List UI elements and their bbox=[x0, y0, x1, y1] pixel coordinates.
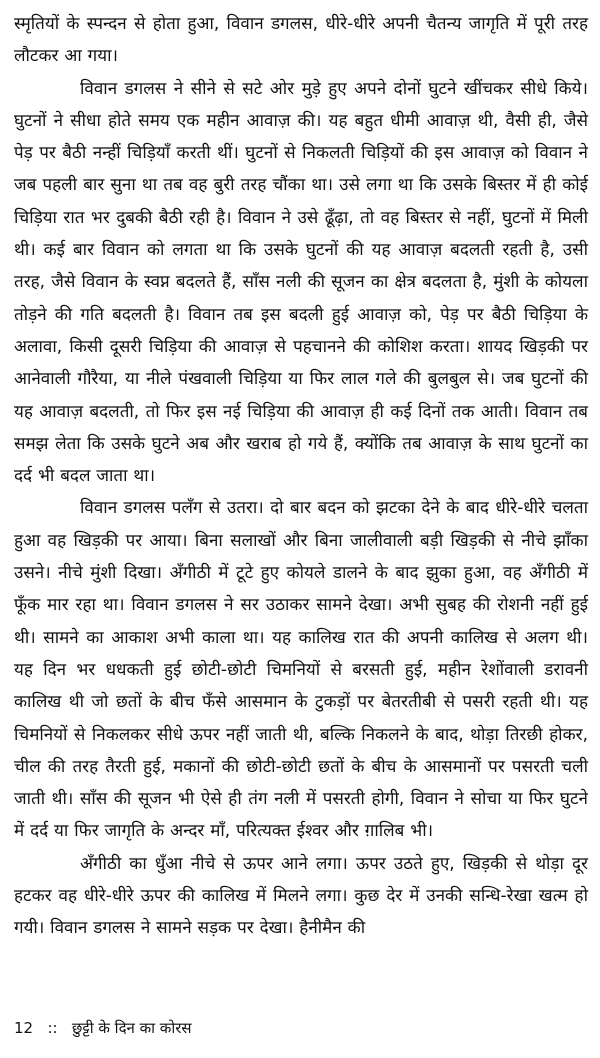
paragraph-knees: विवान डगलस ने सीने से सटे ओर मुड़े हुए अपने दोनों घुटने खींचकर सीधे किये। घुटनों ने सीधा होते समय एक महीन आवाज़ की। यह बहुत धीमी आवाज़ थी, वैसी ही, जैसे पेड़ पर बैठी नन्हीं चिड़ियाँ करती थीं। घुटनों से निकलती चिड़ियों की इस आवाज़ को विवान ने जब पहली बार सुना था तब वह बुरी तरह चौंका था। उसे लगा था कि उसके बिस्तर में ही कोई चिड़िया रात भर दुबकी बैठी रही है। विवान ने उसे ढूँढ़ा, तो वह बिस्तर से नहीं, घुटनों में मिली थी। कई बार विवान को लगता था कि उसके घुटनों की यह आवाज़ बदलती रहती है, उसी तरह, जैसे विवान के स्वप्न बदलते हैं, साँस नली की सूजन का क्षेत्र बदलता है, मुंशी के कोयला तोड़ने की गति बदलती है। विवान तब इस बदली हुई आवाज़ को, पेड़ पर बैठी चिड़िया के अलावा, किसी दूसरी चिड़िया की आवाज़ से पहचानने की कोशिश करता। शायद खिड़की पर आनेवाली गौरैया, या नीले पंखवाली चिड़िया या फिर लाल गले की बुलबुल से। जब घुटनों की यह आवाज़ बदलती, तो फिर इस नई चिड़िया की आवाज़ ही कई दिनों तक आती। विवान तब समझ लेता कि उसके घुटने अब और खराब हो गये हैं, क्योंकि तब आवाज़ के साथ घुटनों का दर्द भी बदल जाता था। bbox=[14, 78, 588, 487]
footer-separator: :: bbox=[47, 1019, 58, 1037]
book-page bbox=[14, 8, 588, 945]
page-number: 12 bbox=[14, 1019, 34, 1037]
paragraph-window: विवान डगलस पलँग से उतरा। दो बार बदन को झटका देने के बाद धीरे-धीरे चलता हुआ वह खिड़की पर आया। बिना सलाखों और बिना जालीवाली बड़ी खिड़की से नीचे झाँका उसने। नीचे मुंशी दिखा। अँगीठी में टूटे हुए कोयले डालने के बाद झुका हुआ, वह अँगीठी में फूँक मार रहा था। विवान डगलस ने सर उठाकर सामने देखा। अभी सुबह की रोशनी नहीं हुई थी। सामने का आकाश अभी काला था। यह कालिख रात की अपनी कालिख से अलग थी। यह दिन भर धधकती हुई छोटी-छोटी चिमनियों से बरसती हुई, महीन रेशोंवाली डरावनी कालिख थी जो छतों के बीच फँसे आसमान के टुकड़ों पर बेतरतीबी से पसरी रहती थी। यह चिमनियों से निकलकर सीधे ऊपर नहीं जाती थी, बल्कि निकलने के बाद, थोड़ा तिरछी होकर, चील की तरह तैरती हुई, मकानों की छोटी-छोटी छतों के बीच के आसमानों पर पसरती चली जाती थी। साँस की सूजन भी ऐसे ही तंग नली में पसरती होगी, विवान ने सोचा या फिर घुटने में दर्द या फिर जागृति के अन्दर माँ, परित्यक्त ईश्वर और ग़ालिब भी। bbox=[14, 498, 588, 842]
page-footer bbox=[14, 1018, 191, 1038]
running-title: छुट्टी के दिन का कोरस bbox=[71, 1019, 192, 1037]
paragraph-smoke: अँगीठी का धुँआ नीचे से ऊपर आने लगा। ऊपर उठते हुए, खिड़की से थोड़ा दूर हटकर वह धीरे-धीरे ऊपर की कालिख में मिलने लगा। कुछ देर में उनकी सन्धि-रेखा खत्म हो गयी। विवान डगलस ने सामने सड़क पर देखा। हैनीमैन की bbox=[14, 853, 588, 939]
paragraph-continuation: स्मृतियों के स्पन्दन से होता हुआ, विवान डगलस, धीरे-धीरे अपनी चैतन्य जागृति में पूरी तरह लौटकर आ गया। bbox=[14, 14, 588, 67]
